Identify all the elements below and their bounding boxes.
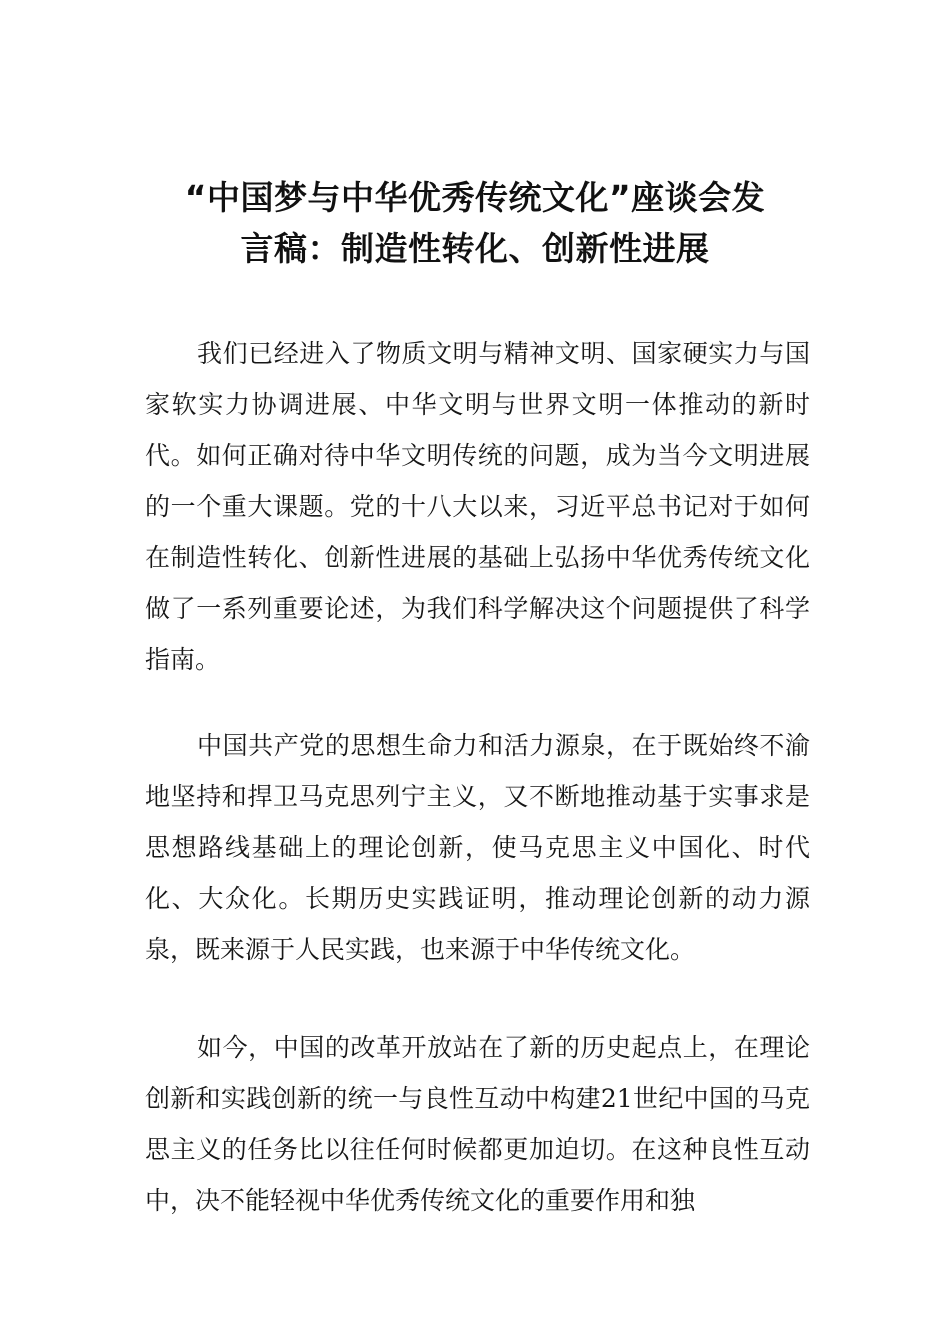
title-line-2: 言稿：制造性转化、创新性进展 [240, 229, 710, 268]
paragraph-3: 如今，中国的改革开放站在了新的历史起点上，在理论创新和实践创新的统一与良性互动中构建21世纪中国的马克思主义的任务比以往任何时候都更加迫切。在这种良性互动中，决不能轻视中华优秀传统文化的重要作用和独 [145, 1033, 810, 1215]
paragraph-2: 中国共产党的思想生命力和活力源泉，在于既始终不渝地坚持和捍卫马克思列宁主义，又不断地推动基于实事求是思想路线基础上的理论创新，使马克思主义中国化、时代化、大众化。长期历史实践证明，推动理论创新的动力源泉，既来源于人民实践，也来源于中华传统文化。 [145, 731, 810, 964]
document-title [140, 172, 810, 274]
paragraph-1: 我们已经进入了物质文明与精神文明、国家硬实力与国家软实力协调进展、中华文明与世界文明一体推动的新时代。如何正确对待中华文明传统的问题，成为当今文明进展的一个重大课题。党的十八大以来，习近平总书记对于如何在制造性转化、创新性进展的基础上弘扬中华优秀传统文化做了一系列重要论述，为我们科学解决这个问题提供了科学指南。 [145, 339, 810, 674]
title-line-1: “中国梦与中华优秀传统文化”座谈会发 [184, 178, 766, 217]
